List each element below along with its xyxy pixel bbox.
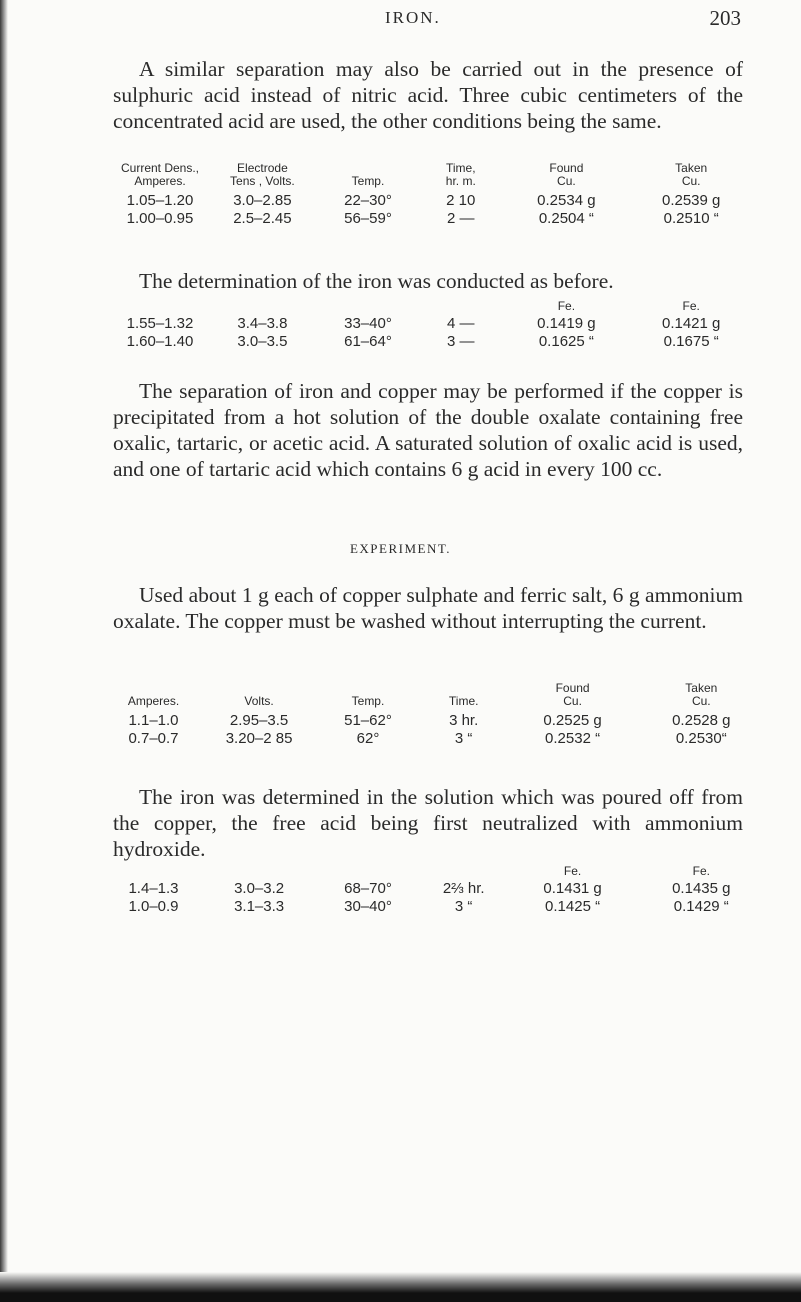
table-subheader-row — [112, 300, 752, 315]
table-cell: 3.1–3.3 — [234, 898, 285, 915]
paragraph-4-text: Used about 1 g each of copper sulphate and ferric salt, 6 g ammonium oxalate. The copper must be washed without interrupting the current. — [113, 583, 743, 633]
paragraph-5-text: The iron was determined in the solution which was poured off from the copper, the free acid being first neutralized with ammonium hydroxide. — [113, 785, 743, 861]
table-cell: 1.4–1.3 — [128, 880, 179, 897]
table-cell: 3 “ — [454, 730, 473, 747]
column-subheader — [203, 865, 315, 880]
table-subheader-row — [104, 865, 764, 880]
table-cell: 0.2504 “ — [538, 210, 594, 227]
column-header — [502, 162, 630, 192]
table-row — [104, 898, 764, 916]
column-header-line: Amperes. — [134, 174, 186, 188]
table-cell: 0.1625 “ — [538, 333, 594, 350]
table-cell: 3 hr. — [449, 712, 479, 729]
table-cell: 3.20–2 85 — [225, 730, 293, 747]
table-cell: 0.1425 “ — [545, 898, 601, 915]
table-row — [112, 192, 752, 210]
table-cell: 0.2532 “ — [545, 730, 601, 747]
column-header-line: Cu. — [557, 174, 576, 188]
table-cell: 2 10 — [446, 192, 476, 209]
table-cell: 0.1431 g — [543, 880, 602, 897]
column-header — [203, 682, 315, 712]
column-subheader — [112, 300, 208, 315]
table-cell: 2⅔ hr. — [442, 880, 485, 897]
table-cell: 1.05–1.20 — [126, 192, 194, 209]
table-row — [104, 880, 764, 898]
column-subheader: Fe. — [692, 864, 710, 878]
column-header — [421, 682, 507, 712]
table-cell: 2 — — [447, 210, 475, 227]
column-header — [507, 682, 639, 712]
table-cell: 3.0–3.2 — [234, 880, 285, 897]
column-header-line: Volts. — [244, 694, 274, 708]
table-cell: 3 “ — [454, 898, 473, 915]
paragraph-iron-determination — [113, 268, 743, 294]
table-cell: 3.0–2.85 — [233, 192, 292, 209]
table-cell: 1.0–0.9 — [128, 898, 179, 915]
column-subheader — [104, 865, 203, 880]
table-cell: 33–40° — [344, 315, 392, 332]
table-cell: 22–30° — [344, 192, 392, 209]
column-subheader: Fe. — [563, 864, 582, 878]
table-cell: 1.55–1.32 — [126, 315, 194, 332]
table-oxalate-copper-results — [104, 682, 764, 748]
column-header-line: Temp. — [351, 694, 385, 708]
table-cell: 61–64° — [344, 333, 392, 350]
column-subheader: Fe. — [557, 299, 576, 313]
table-header-row — [112, 162, 752, 192]
table-cell: 30–40° — [344, 898, 392, 915]
column-header-line: Electrode — [237, 161, 288, 175]
column-header-line: hr. m. — [445, 174, 476, 188]
paragraph-3-text: The separation of iron and copper may be performed if the copper is precipitated from a hot solution of the double oxalate containing free oxalic, tartaric, or acetic acid. A saturated solution of oxalic acid is used, and one of tartaric acid which contains 6 g acid in every 100 cc. — [113, 379, 743, 481]
column-header-line: Tens , Volts. — [230, 174, 295, 188]
column-subheader — [419, 300, 502, 315]
column-header — [104, 682, 203, 712]
table-cell: 3 — — [447, 333, 475, 350]
column-subheader — [317, 300, 419, 315]
page-number: 203 — [709, 6, 741, 30]
column-subheader — [315, 865, 421, 880]
table-row — [112, 333, 752, 351]
column-header-line: Found — [555, 681, 590, 695]
table-header-row — [104, 682, 764, 712]
table-cell: 62° — [356, 730, 380, 747]
table-cell: 2.95–3.5 — [229, 712, 289, 729]
column-header — [112, 162, 208, 192]
column-subheader: Fe. — [682, 299, 700, 313]
column-header-line: Cu. — [563, 694, 582, 708]
table-cell: 0.2530“ — [675, 730, 727, 747]
page-bottom-shadow — [0, 1272, 801, 1302]
table-row — [104, 730, 764, 748]
column-header — [208, 162, 317, 192]
paragraph-oxalate-separation — [113, 378, 743, 482]
table-cell: 0.2510 “ — [663, 210, 719, 227]
table-cell: 0.2525 g — [543, 712, 602, 729]
column-header-line: Time, — [446, 161, 476, 175]
paragraph-experiment-procedure — [113, 582, 743, 634]
table-cell: 0.1421 g — [661, 315, 721, 332]
column-header-line: Cu. — [681, 174, 701, 188]
column-header-line: Taken — [675, 161, 708, 175]
running-head — [0, 8, 801, 34]
column-header-line: Found — [549, 161, 584, 175]
table-iron-results-1 — [112, 300, 752, 351]
table-cell: 3.0–3.5 — [237, 333, 288, 350]
table-cell: 0.1419 g — [537, 315, 596, 332]
table-cell: 0.2528 g — [672, 712, 731, 729]
table-cell: 0.2539 g — [661, 192, 721, 209]
column-header — [630, 162, 752, 192]
column-header-line: Taken — [685, 681, 718, 695]
table-row — [112, 210, 752, 228]
table-cell: 68–70° — [344, 880, 392, 897]
table-cell: 0.2534 g — [537, 192, 596, 209]
table-cell: 0.7–0.7 — [128, 730, 179, 747]
table-cell: 51–62° — [344, 712, 392, 729]
table-cell: 3.4–3.8 — [237, 315, 288, 332]
table-cell: 56–59° — [344, 210, 392, 227]
page-binding-shadow — [0, 0, 8, 1302]
column-header-line: Time. — [448, 694, 479, 708]
column-header-line: Temp. — [351, 174, 385, 188]
paragraph-sulphuric-separation — [113, 56, 743, 134]
table-row — [104, 712, 764, 730]
column-header — [419, 162, 502, 192]
column-subheader — [421, 865, 507, 880]
section-heading-experiment: EXPERIMENT. — [349, 541, 452, 556]
table-cell: 0.1675 “ — [663, 333, 719, 350]
column-header — [317, 162, 419, 192]
paragraph-2-text: The determination of the iron was conducted as before. — [139, 269, 614, 293]
table-cell: 1.00–0.95 — [126, 210, 194, 227]
table-cell: 0.1435 g — [672, 880, 731, 897]
table-iron-results-2 — [104, 865, 764, 916]
column-header-line: Amperes. — [127, 694, 180, 708]
table-cell: 4 — — [447, 315, 475, 332]
column-header-line: Cu. — [691, 694, 711, 708]
table-sulphuric-results — [112, 162, 752, 228]
paragraph-iron-in-solution — [113, 784, 743, 862]
table-cell: 1.60–1.40 — [126, 333, 194, 350]
table-cell: 1.1–1.0 — [128, 712, 179, 729]
table-row — [112, 315, 752, 333]
column-header-line: Current Dens., — [120, 161, 200, 175]
column-subheader — [208, 300, 317, 315]
column-header — [639, 682, 764, 712]
column-header — [315, 682, 421, 712]
paragraph-1-text: A similar separation may also be carried out in the presence of sulphuric acid instead of nitric acid. Three cubic centimeters of the concentrated acid are used, the other conditions being the same. — [113, 57, 743, 133]
table-cell: 0.1429 “ — [673, 898, 729, 915]
running-head-title: IRON. — [385, 8, 441, 27]
table-cell: 2.5–2.45 — [233, 210, 292, 227]
